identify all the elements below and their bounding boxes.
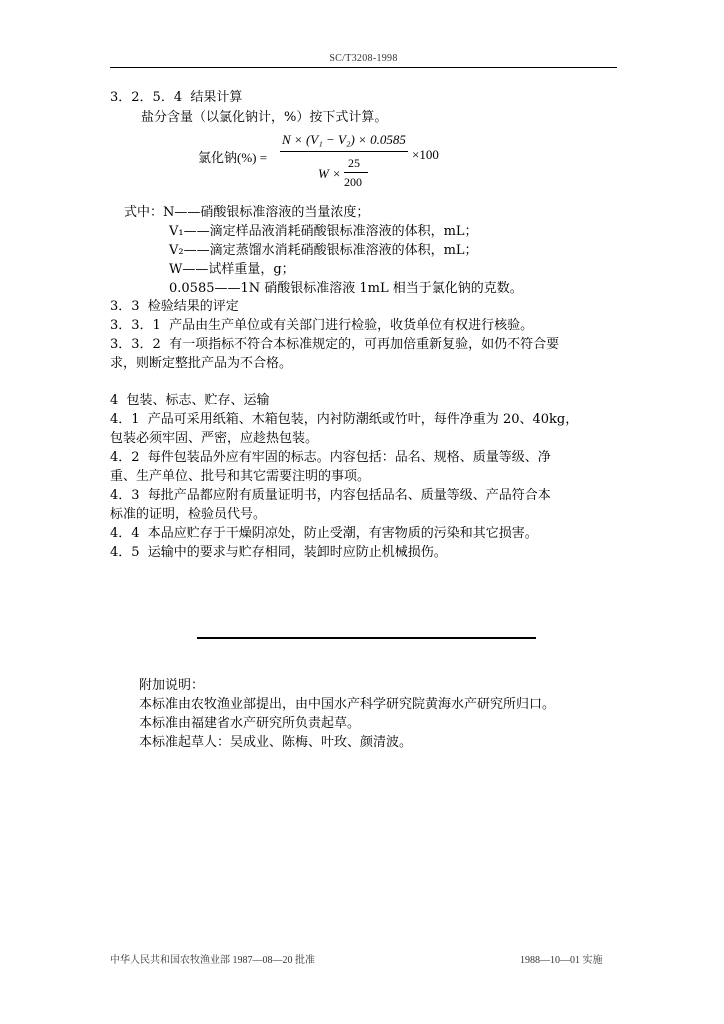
variable-n: 式中：N——硝酸银标准溶液的当量浓度； xyxy=(124,205,370,220)
section-33-heading: 3．3 检验结果的评定 xyxy=(110,299,239,314)
formula-lhs: 氯化钠(%) = xyxy=(198,150,268,165)
formula-small-fraction-bar xyxy=(344,172,368,173)
variable-constant: 0.0585——1N 硝酸银标准溶液 1mL 相当于氯化钠的克数。 xyxy=(169,281,523,296)
para-41-line2: 包装必须牢固、严密，应趁热包装。 xyxy=(110,431,319,446)
variable-v1: V₁——滴定样品液消耗硝酸银标准溶液的体积，mL； xyxy=(169,224,478,239)
para-45: 4．5 运输中的要求与贮存相同，装卸时应防止机械损伤。 xyxy=(110,545,447,560)
section-4-heading: 4 包装、标志、贮存、运输 xyxy=(110,393,270,408)
variable-w: W——试样重量，g； xyxy=(169,262,295,277)
appendix-line3: 本标准起草人：吴成业、陈梅、叶玫、颜清波。 xyxy=(139,735,413,750)
header-code: SC/T3208-1998 xyxy=(329,53,398,64)
formula-denominator-w: W × xyxy=(318,166,341,181)
salt-formula xyxy=(198,134,458,194)
para-41-line1: 4．1 产品可采用纸箱、木箱包装，内衬防潮纸或竹叶，每件净重为 20、40kg， xyxy=(110,412,579,427)
formula-numerator: N × (V₁ − V₂) × 0.0585 xyxy=(282,132,406,147)
footer-approval: 中华人民共和国农牧渔业部 1987—08—20 批准 xyxy=(110,955,315,966)
variable-v2: V₂——滴定蒸馏水消耗硝酸银标准溶液的体积，mL； xyxy=(169,243,478,258)
section-3254-intro: 盐分含量（以氯化钠计，%）按下式计算。 xyxy=(141,110,388,125)
formula-fraction-bar xyxy=(280,151,408,152)
para-332-line1: 3．3．2 有一项指标不符合本标准规定的，可再加倍重新复验，如仍不符合要 xyxy=(110,337,560,352)
para-43-line2: 标准的证明，检验员代号。 xyxy=(110,507,267,522)
end-rule xyxy=(197,637,536,639)
formula-small-denominator: 200 xyxy=(344,175,362,189)
footer-implementation: 1988—10—01 实施 xyxy=(520,955,603,966)
formula-small-numerator: 25 xyxy=(348,156,360,170)
para-332-line2: 求，则断定整批产品为不合格。 xyxy=(110,356,293,371)
appendix-line2: 本标准由福建省水产研究所负责起草。 xyxy=(139,716,361,731)
header-rule xyxy=(110,67,617,68)
para-42-line1: 4．2 每件包装品外应有牢固的标志。内容包括：品名、规格、质量等级、净 xyxy=(110,450,551,465)
section-3254-heading: 3．2．5．4 结果计算 xyxy=(110,90,243,105)
appendix-title: 附加说明： xyxy=(139,678,205,693)
formula-times-100: ×100 xyxy=(412,147,439,162)
appendix-line1: 本标准由农牧渔业部提出，由中国水产科学研究院黄海水产研究所归口。 xyxy=(139,697,556,712)
para-331: 3．3．1 产品由生产单位或有关部门进行检验，收货单位有权进行核验。 xyxy=(110,318,534,333)
para-43-line1: 4．3 每批产品都应附有质量证明书，内容包括品名、质量等级、产品符合本 xyxy=(110,488,551,503)
para-44: 4．4 本品应贮存于干燥阴凉处，防止受潮，有害物质的污染和其它损害。 xyxy=(110,526,538,541)
para-42-line2: 重、生产单位、批号和其它需要注明的事项。 xyxy=(110,469,371,484)
